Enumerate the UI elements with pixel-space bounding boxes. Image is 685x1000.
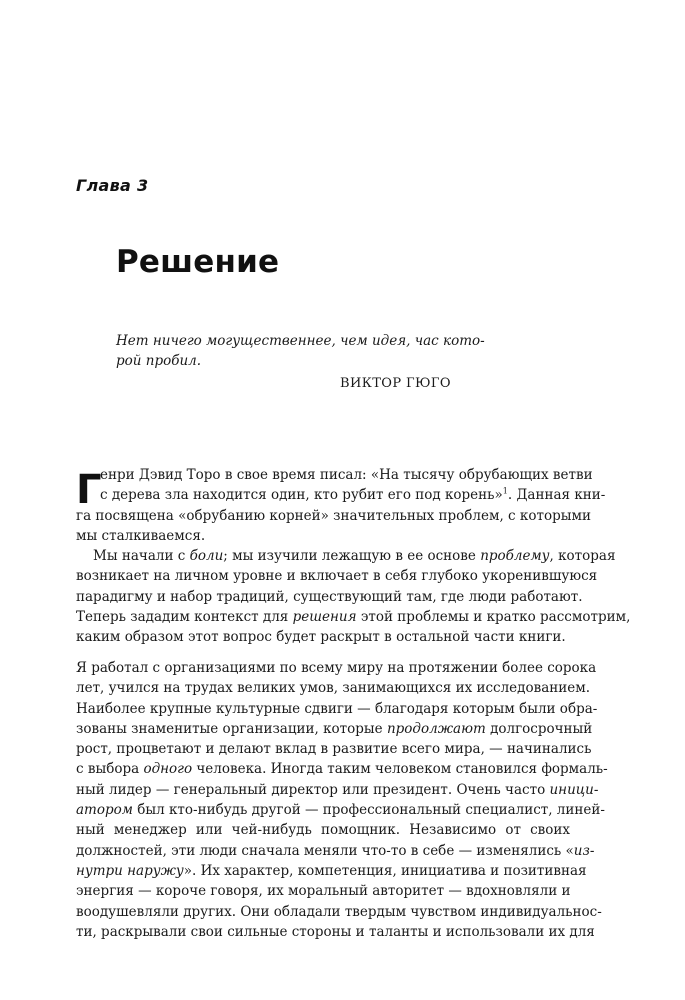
epigraph-line: рой пробил. xyxy=(116,353,202,370)
text-line: возникает на личном уровне и включает в себя глубоко укоренившуюся xyxy=(76,568,598,585)
epigraph-line: Нет ничего могущественнее, чем идея, час кото- xyxy=(116,333,485,349)
paragraph-1 xyxy=(76,465,606,546)
chapter-label: Глава 3 xyxy=(76,176,149,195)
epigraph xyxy=(116,331,485,372)
text-line: Наиболее крупные культурные сдвиги — благодаря которым были обра- xyxy=(76,700,598,717)
text-line: каким образом этот вопрос будет раскрыт в остальной части книги. xyxy=(76,629,566,646)
text-line: парадигму и набор традиций, существующий там, где люди работают. xyxy=(76,588,583,605)
text-line: энергия — короче говоря, их моральный авторитет — вдохновляли и xyxy=(76,883,571,900)
text-line: рост, процветают и делают вклад в развитие всего мира, — начинались xyxy=(76,741,592,758)
text-line: с дерева зла находится один, кто рубит его под корень»$^1$. Данная кни- xyxy=(100,486,606,504)
text-line: лет, учился на трудах великих умов, занимающихся их исследованием. xyxy=(76,680,591,697)
text-line: Мы начали с боли; мы изучили лежащую в ее основе проблему, которая xyxy=(93,548,616,564)
text-line: ный лидер — генеральный директор или президент. Очень часто иници- xyxy=(76,781,599,798)
text-line: га посвящена «обрубанию корней» значительных проблем, с которыми xyxy=(76,507,591,524)
text-line: зованы знаменитые организации, которые продолжают долгосрочный xyxy=(76,720,593,737)
text-line: ти, раскрывали свои сильные стороны и таланты и использовали их для xyxy=(76,923,595,940)
text-line: Я работал с организациями по всему миру на протяжении более сорока xyxy=(76,660,597,676)
text-line: ный менеджер или чей-нибудь помощник. Независимо от своих xyxy=(76,822,570,839)
paragraph-2 xyxy=(76,546,631,647)
text-line: воодушевляли других. Они обладали твердым чувством индивидуальнос- xyxy=(76,903,602,920)
drop-cap: Г xyxy=(76,467,102,513)
text-line: нутри наружу». Их характер, компетенция, инициатива и позитивная xyxy=(76,862,587,879)
paragraph-3 xyxy=(76,658,608,942)
text-line: с выбора одного человека. Иногда таким человеком становился формаль- xyxy=(76,761,608,778)
text-line: мы сталкиваемся. xyxy=(76,527,206,544)
text-line: должностей, эти люди сначала меняли что-то в себе — изменялись «из- xyxy=(76,842,595,859)
text-line: енри Дэвид Торо в свое время писал: «На тысячу обрубающих ветви xyxy=(100,467,593,483)
chapter-title: Решение xyxy=(116,244,280,280)
text-line: атором был кто-нибудь другой — профессиональный специалист, линей- xyxy=(76,802,605,819)
text-line: Теперь зададим контекст для решения этой проблемы и кратко рассмотрим, xyxy=(76,608,631,625)
footnote-ref[interactable]: 1 xyxy=(502,486,508,496)
epigraph-author: ВИКТОР ГЮГО xyxy=(340,376,451,391)
